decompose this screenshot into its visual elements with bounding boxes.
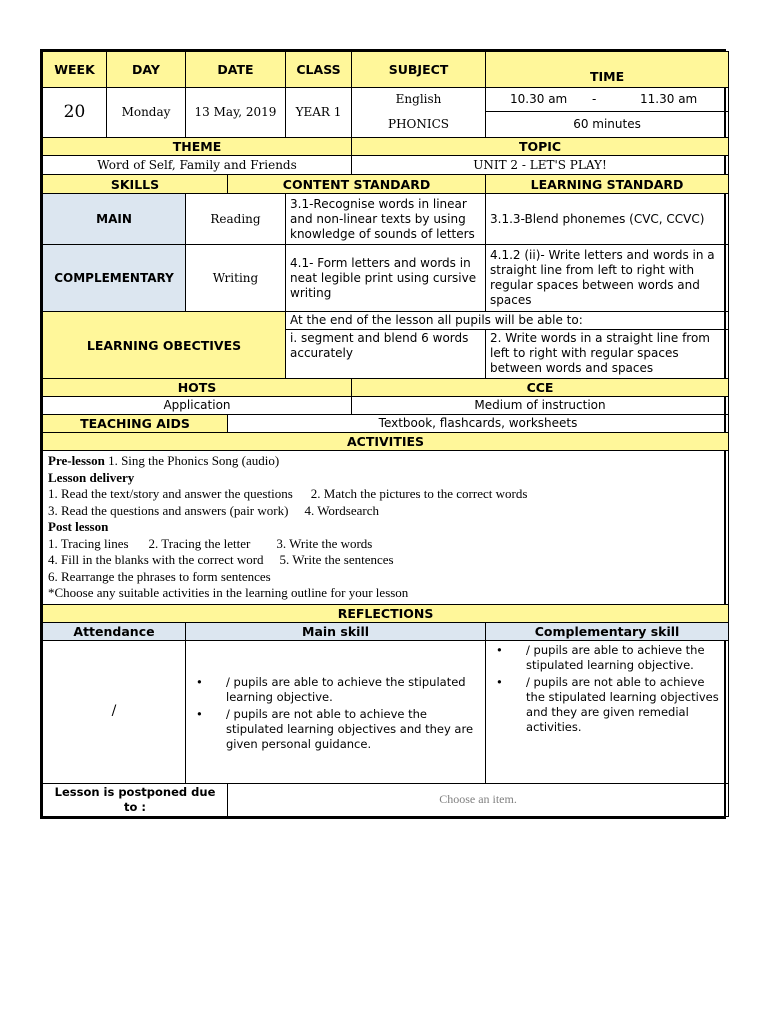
main-skill-item-2: • / pupils are not able to achieve the stipulated learning objectives and they are given personal guidance. xyxy=(196,706,474,751)
day-header: DAY xyxy=(107,52,186,88)
content-standard-header: CONTENT STANDARD xyxy=(228,175,486,194)
delivery-item-2: 2. Match the pictures to the correct words xyxy=(310,486,528,501)
post-item-2: 2. Tracing the letter xyxy=(148,535,251,551)
day-value: Monday xyxy=(107,88,186,138)
subject-line-1: English xyxy=(395,91,442,106)
hots-value: Application xyxy=(43,397,352,415)
activities-body xyxy=(43,451,729,605)
main-skill-reflection xyxy=(186,640,486,783)
cce-value: Medium of instruction xyxy=(352,397,729,415)
delivery-line-2 xyxy=(48,503,724,520)
skills-header: SKILLS xyxy=(43,175,228,194)
main-skill-list xyxy=(190,675,481,752)
pre-lesson-line xyxy=(48,453,724,470)
topic-header: TOPIC xyxy=(352,138,729,156)
time-separator: - xyxy=(592,92,597,106)
learning-standard-header: LEARNING STANDARD xyxy=(486,175,729,194)
post-item-1: 1. Tracing lines xyxy=(48,535,129,551)
theme-value: Word of Self, Family and Friends xyxy=(43,156,352,175)
time-range xyxy=(486,88,729,112)
complementary-skill-list xyxy=(490,643,724,735)
main-skill: Reading xyxy=(186,194,286,245)
pre-lesson-text: 1. Sing the Phonics Song (audio) xyxy=(104,453,280,468)
teaching-aids-value: Textbook, flashcards, worksheets xyxy=(228,415,729,433)
complementary-skill-item-1: • / pupils are able to achieve the stipulated learning objective. xyxy=(496,642,705,672)
delivery-line-1 xyxy=(48,486,724,503)
main-learning-standard: 3.1.3-Blend phonemes (CVC, CCVC) xyxy=(486,194,729,245)
complementary-skill: Writing xyxy=(186,245,286,312)
post-line-2 xyxy=(48,552,724,569)
delivery-item-1: 1. Read the text/story and answer the questions xyxy=(48,486,293,501)
postponed-label: Lesson is postponed due to : xyxy=(43,783,228,816)
objectives-intro: At the end of the lesson all pupils will be able to: xyxy=(286,312,729,330)
cce-header: CCE xyxy=(352,379,729,397)
main-label: MAIN xyxy=(43,194,186,245)
post-item-5: 5. Write the sentences xyxy=(279,552,394,567)
duration-value: 60 minutes xyxy=(486,112,729,138)
lesson-plan xyxy=(40,49,726,819)
week-header: WEEK xyxy=(43,52,107,88)
date-header: DATE xyxy=(186,52,286,88)
main-skill-item-1: • / pupils are able to achieve the stipulated learning objective. xyxy=(196,674,466,704)
class-value: YEAR 1 xyxy=(286,88,352,138)
complementary-skill-header: Complementary skill xyxy=(486,622,729,640)
pre-lesson-label: Pre-lesson xyxy=(48,453,105,468)
subject-line-2: PHONICS xyxy=(388,116,450,131)
main-skill-header: Main skill xyxy=(186,622,486,640)
week-value: 20 xyxy=(43,88,107,138)
lesson-plan-table xyxy=(42,51,729,817)
subject-value xyxy=(352,88,486,138)
post-item-4: 4. Fill in the blanks with the correct word xyxy=(48,552,264,567)
delivery-item-4: 4. Wordsearch xyxy=(304,502,379,518)
theme-header: THEME xyxy=(43,138,352,156)
date-value: 13 May, 2019 xyxy=(186,88,286,138)
time-header: TIME xyxy=(486,52,729,88)
reflections-header: REFLECTIONS xyxy=(43,604,729,622)
objective-2: 2. Write words in a straight line from left to right with regular spaces between words and spaces xyxy=(486,330,729,379)
post-item-6: 6. Rearrange the phrases to form sentences xyxy=(48,568,271,584)
activities-note: *Choose any suitable activities in the learning outline for your lesson xyxy=(48,585,409,600)
objectives-label: LEARNING OBECTIVES xyxy=(43,312,286,379)
lesson-delivery-label: Lesson delivery xyxy=(48,469,135,485)
subject-header: SUBJECT xyxy=(352,52,486,88)
activities-header: ACTIVITIES xyxy=(43,433,729,451)
attendance-value: / xyxy=(43,640,186,783)
delivery-item-3: 3. Read the questions and answers (pair work) xyxy=(48,502,289,518)
complementary-learning-standard: 4.1.2 (ii)- Write letters and words in a straight line from left to right with regular spaces between words and spaces xyxy=(486,245,729,312)
attendance-header: Attendance xyxy=(43,622,186,640)
topic-value: UNIT 2 - LET'S PLAY! xyxy=(352,156,729,175)
teaching-aids-header: TEACHING AIDS xyxy=(43,415,228,433)
class-header: CLASS xyxy=(286,52,352,88)
complementary-skill-reflection xyxy=(486,640,729,783)
hots-header: HOTS xyxy=(43,379,352,397)
time-start: 10.30 am xyxy=(510,92,568,106)
post-line-1 xyxy=(48,536,724,553)
objective-1: i. segment and blend 6 words accurately xyxy=(286,330,486,379)
time-end: 11.30 am xyxy=(640,92,698,106)
main-content-standard: 3.1-Recognise words in linear and non-linear texts by using knowledge of sounds of letters xyxy=(286,194,486,245)
post-item-3: 3. Write the words xyxy=(276,535,373,551)
postponed-dropdown[interactable]: Choose an item. xyxy=(228,783,729,816)
complementary-label: COMPLEMENTARY xyxy=(43,245,186,312)
post-lesson-label: Post lesson xyxy=(48,519,109,534)
complementary-content-standard: 4.1- Form letters and words in neat legible print using cursive writing xyxy=(286,245,486,312)
complementary-skill-item-2: • / pupils are not able to achieve the stipulated learning objectives and they are given remedial activities. xyxy=(496,674,719,734)
